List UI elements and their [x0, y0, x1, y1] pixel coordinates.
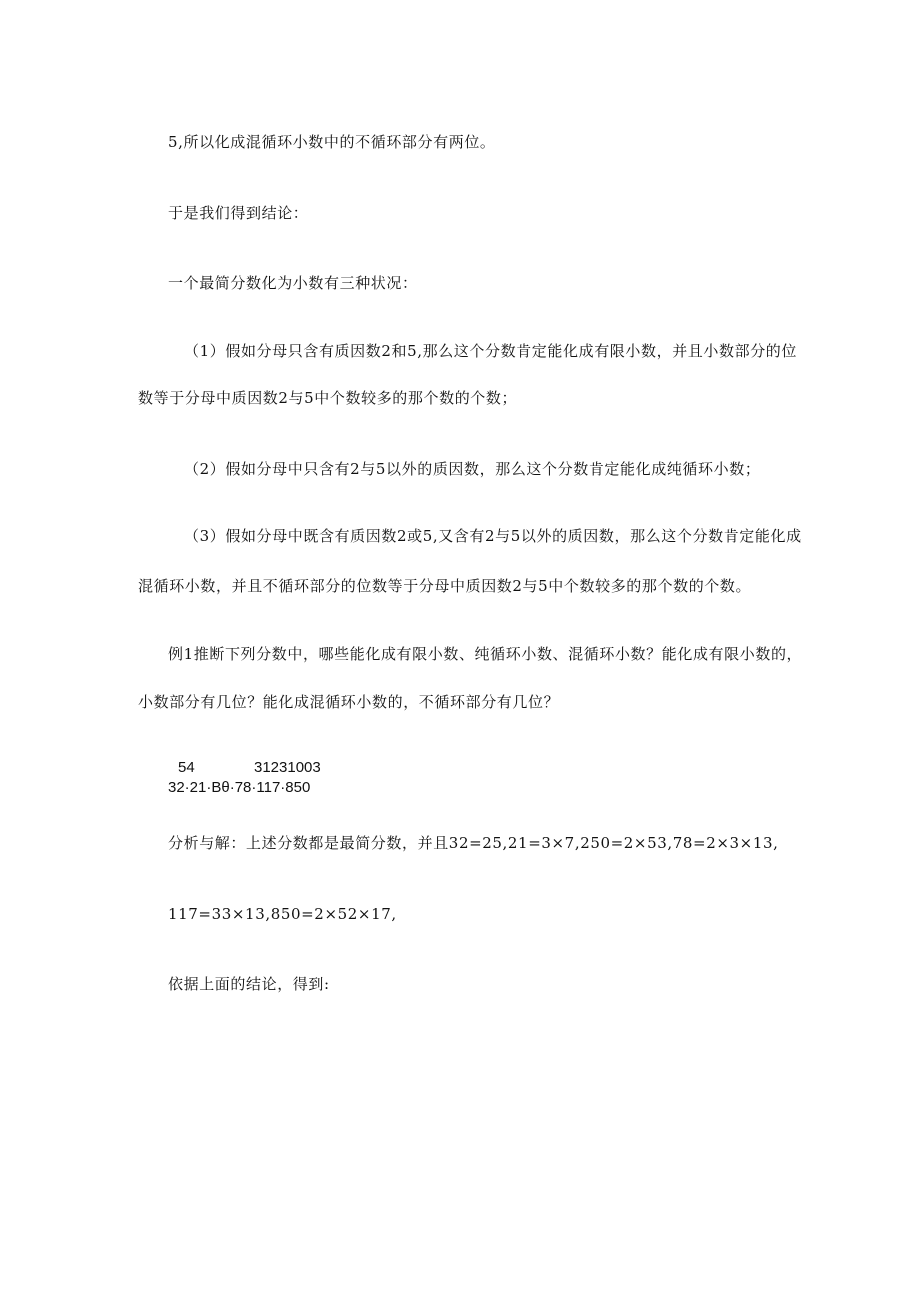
line-p3: 一个最简分数化为小数有三种状况： [168, 274, 418, 292]
fraction-numerators-left: 54 [178, 759, 195, 776]
line-p2: 于是我们得到结论： [168, 204, 309, 222]
example-line2: 小数部分有几位？能化成混循环小数的，不循环部分有几位？ [138, 693, 560, 711]
case2: （2）假如分母中只含有2与5以外的质因数，那么这个分数肯定能化成纯循环小数； [184, 460, 761, 478]
example-line1: 例1推断下列分数中，哪些能化成有限小数、纯循环小数、混循环小数？能化成有限小数的， [168, 645, 803, 663]
case3-line2: 混循环小数，并且不循环部分的位数等于分母中质因数2与5中个数较多的那个数的个数。 [138, 577, 752, 595]
case3-line1: （3）假如分母中既含有质因数2或5,又含有2与5以外的质因数，那么这个分数肯定能化成 [184, 527, 802, 545]
analysis-line2: 117=33×13,850=2×52×17, [168, 905, 397, 923]
conclusion: 依据上面的结论，得到: [168, 975, 330, 993]
analysis-line1: 分析与解：上述分数都是最简分数，并且32=25,21=3×7,250=2×53,78=2×3×13, [168, 834, 779, 852]
line-p1: 5,所以化成混循环小数中的不循环部分有两位。 [168, 133, 496, 151]
fraction-numerators-right: 31231003 [254, 759, 321, 776]
case1-line2: 数等于分母中质因数2与5中个数较多的那个数的个数； [138, 389, 518, 407]
case1-line1: （1）假如分母只含有质因数2和5,那么这个分数肯定能化成有限小数，并且小数部分的位 [184, 342, 798, 360]
fraction-denominators: 32·21·Bθ·78·117·850 [168, 779, 311, 796]
